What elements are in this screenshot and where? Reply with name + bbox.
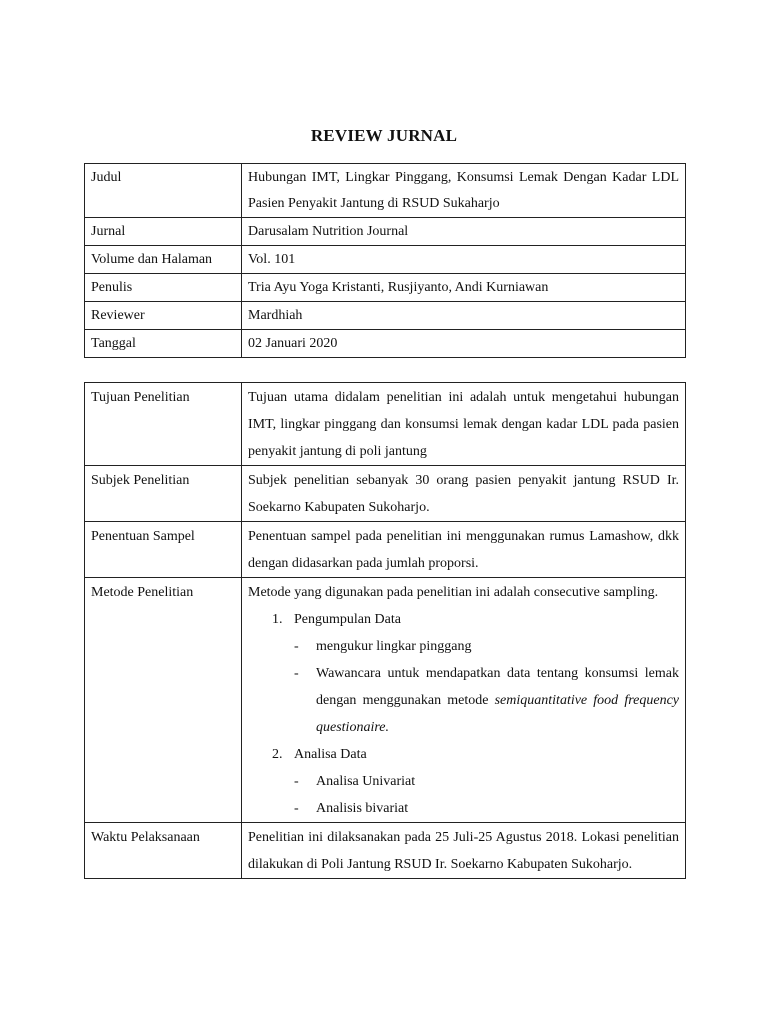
step-title: Pengumpulan Data: [294, 612, 401, 627]
table-row: [85, 164, 686, 218]
table-row: [85, 330, 686, 358]
list-item: [294, 768, 679, 795]
value-metode: [242, 578, 686, 823]
metode-intro: Metode yang digunakan pada penelitian ini adalah consecutive sampling.: [248, 585, 659, 600]
item-text: mengukur lingkar pinggang: [316, 639, 472, 654]
journal-info-table: [84, 163, 686, 358]
table-row: [85, 466, 686, 522]
table-row: [85, 383, 686, 466]
value-reviewer: Mardhiah: [242, 302, 686, 330]
dash-marker: -: [294, 774, 299, 789]
item-italic-text: semiquantitative food frequency questionaire.: [316, 693, 679, 735]
value-tanggal: 02 Januari 2020: [242, 330, 686, 358]
item-text: Analisis bivariat: [316, 801, 409, 816]
value-jurnal: Darusalam Nutrition Journal: [242, 218, 686, 246]
value-judul: Hubungan IMT, Lingkar Pinggang, Konsumsi Lemak Dengan Kadar LDL Pasien Penyakit Jantung di RSUD Sukaharjo: [242, 164, 686, 218]
list-item: [272, 741, 679, 822]
label-subjek: Subjek Penelitian: [85, 466, 242, 522]
metode-steps: [248, 606, 679, 822]
list-item: [294, 795, 679, 822]
table-row: [85, 302, 686, 330]
value-penulis: Tria Ayu Yoga Kristanti, Rusjiyanto, Andi Kurniawan: [242, 274, 686, 302]
table-row: [85, 218, 686, 246]
table-row: [85, 522, 686, 578]
dash-marker: -: [294, 666, 299, 681]
table-row: [85, 578, 686, 823]
label-jurnal: Jurnal: [85, 218, 242, 246]
value-sampel: Penentuan sampel pada penelitian ini menggunakan rumus Lamashow, dkk dengan didasarkan pada jumlah proporsi.: [242, 522, 686, 578]
dash-marker: -: [294, 801, 299, 816]
value-subjek: Subjek penelitian sebanyak 30 orang pasien penyakit jantung RSUD Ir. Soekarno Kabupaten Sukoharjo.: [242, 466, 686, 522]
label-tujuan: Tujuan Penelitian: [85, 383, 242, 466]
list-item: [294, 660, 679, 741]
label-judul: Judul: [85, 164, 242, 218]
label-metode: Metode Penelitian: [85, 578, 242, 823]
table-row: [85, 274, 686, 302]
step-number: 1.: [272, 612, 283, 627]
label-volume: Volume dan Halaman: [85, 246, 242, 274]
label-reviewer: Reviewer: [85, 302, 242, 330]
step-title: Analisa Data: [294, 747, 367, 762]
table-row: [85, 823, 686, 879]
table-row: [85, 246, 686, 274]
dash-marker: -: [294, 639, 299, 654]
item-text: Analisa Univariat: [316, 774, 416, 789]
page-title: REVIEW JURNAL: [310, 126, 458, 145]
step-number: 2.: [272, 747, 283, 762]
value-volume: Vol. 101: [242, 246, 686, 274]
value-tujuan: Tujuan utama didalam penelitian ini adalah untuk mengetahui hubungan IMT, lingkar pinggang dan konsumsi lemak dengan kadar LDL pada pasien penyakit jantung di poli jantung: [242, 383, 686, 466]
label-waktu: Waktu Pelaksanaan: [85, 823, 242, 879]
label-penulis: Penulis: [85, 274, 242, 302]
value-waktu: Penelitian ini dilaksanakan pada 25 Juli-25 Agustus 2018. Lokasi penelitian dilakukan di Poli Jantung RSUD Ir. Soekarno Kabupaten Sukoharjo.: [242, 823, 686, 879]
step-items: [294, 633, 679, 741]
label-tanggal: Tanggal: [85, 330, 242, 358]
list-item: [272, 606, 679, 741]
step-items: [294, 768, 679, 822]
item-text: Wawancara untuk mendapatkan data tentang konsumsi lemak dengan menggunakan metode: [316, 666, 679, 708]
review-table: [84, 382, 686, 879]
list-item: [294, 633, 679, 660]
label-sampel: Penentuan Sampel: [85, 522, 242, 578]
